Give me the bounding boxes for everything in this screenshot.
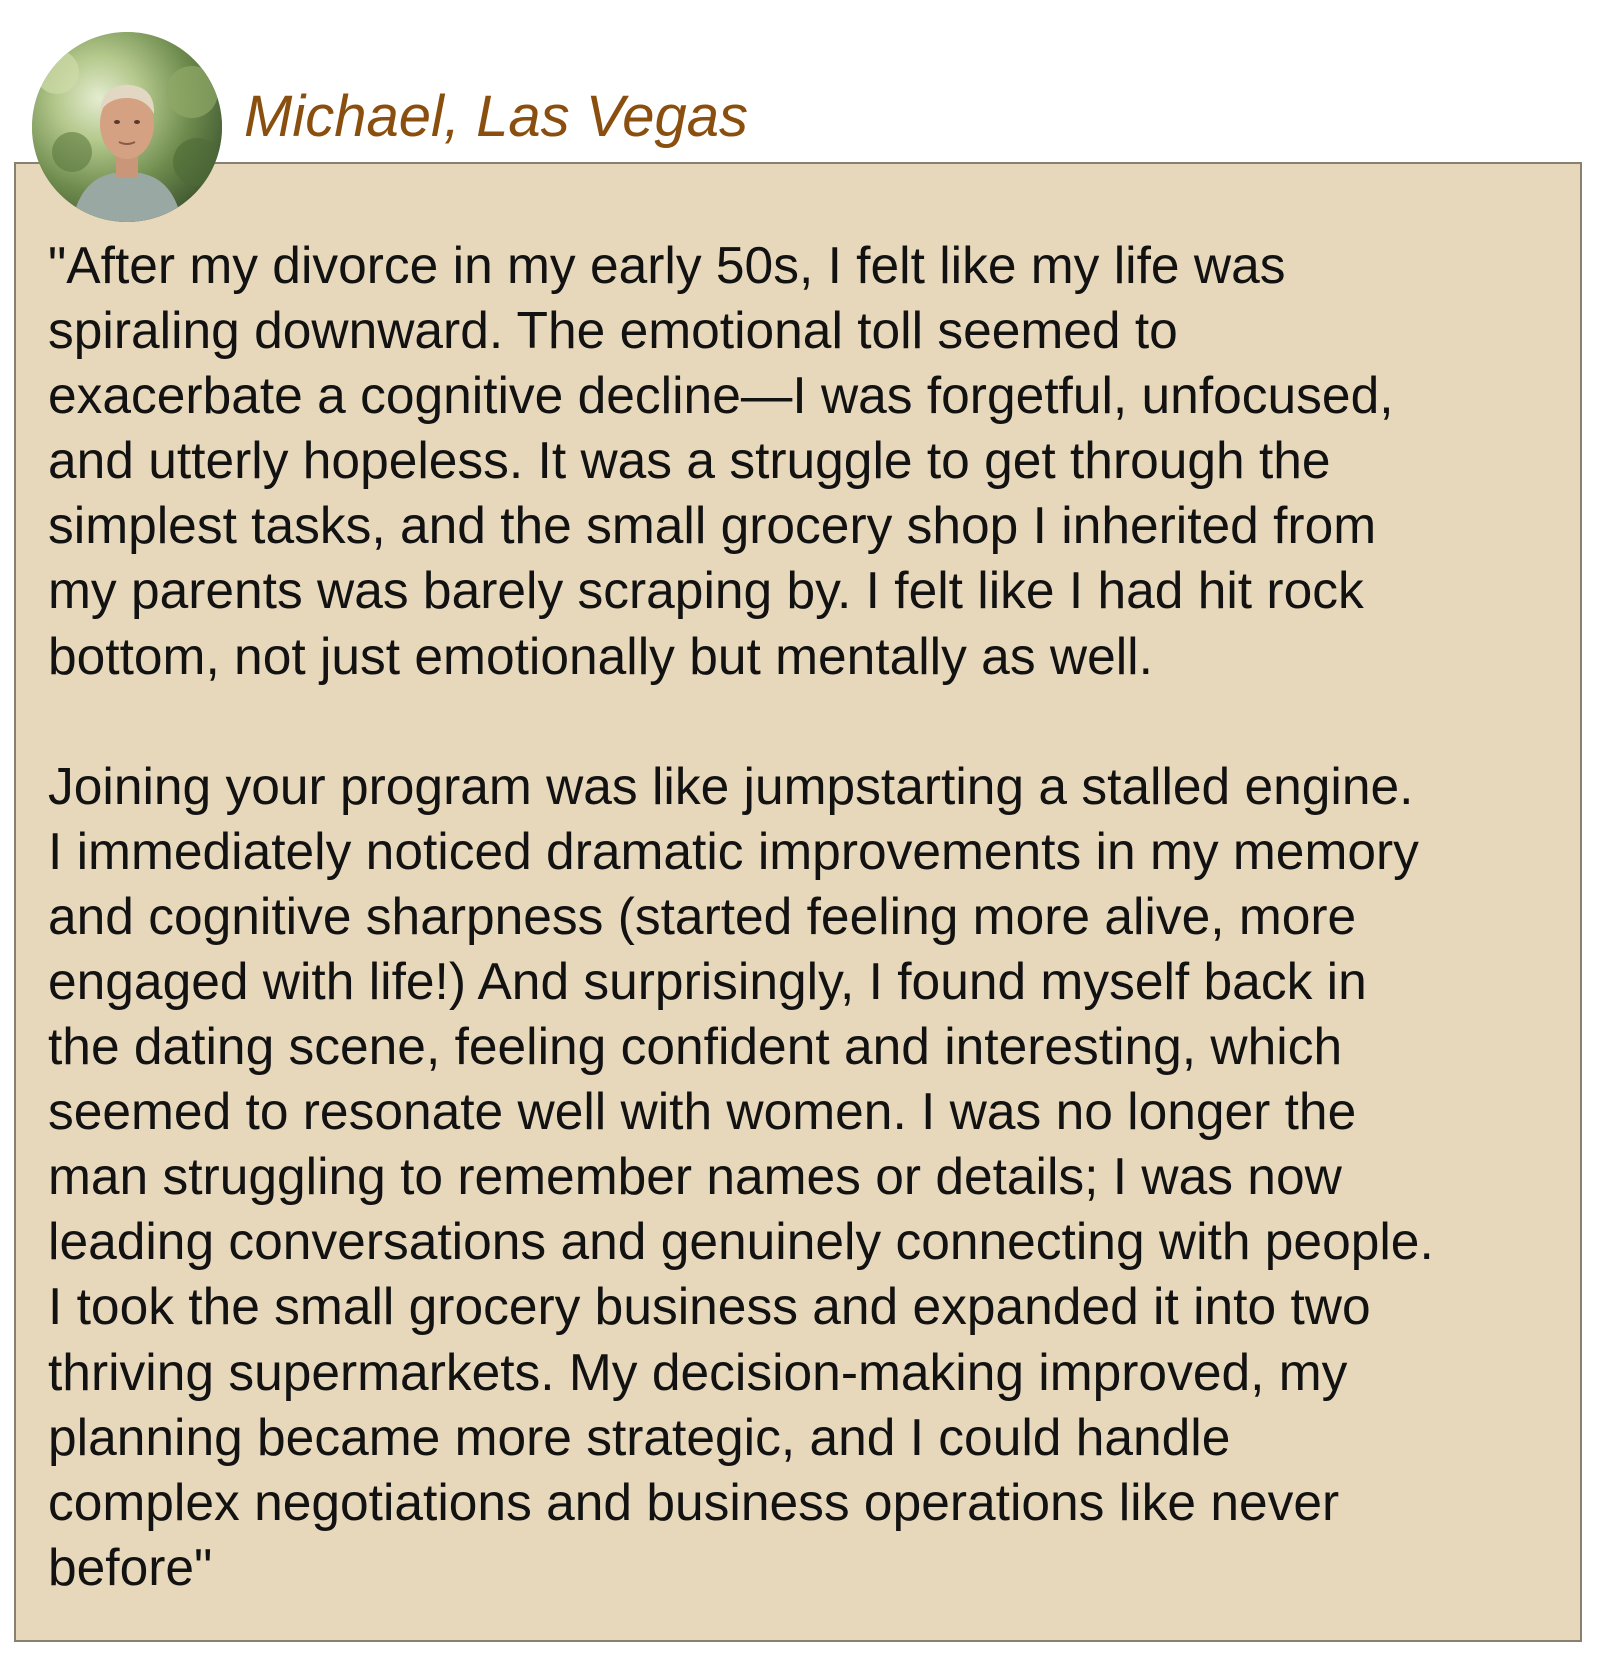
quote-paragraph [48,233,1578,689]
quote-line: Joining your program was like jumpstarting a stalled engine. [48,756,1414,815]
quote-line: "After my divorce in my early 50s, I felt like my life was [48,236,1286,294]
quote-line: before" [48,1537,213,1596]
quote-line: leading conversations and genuinely connecting with people. [48,1212,1434,1271]
quote-line: spiraling downward. The emotional toll seemed to [48,301,1178,360]
testimonial-quote [48,233,1578,1600]
quote-line: simplest tasks, and the small grocery shop I inherited from [48,496,1377,555]
quote-line: bottom, not just emotionally but mentally as well. [48,626,1153,685]
quote-line: and cognitive sharpness (started feeling more alive, more [48,886,1357,945]
quote-line: I immediately noticed dramatic improvements in my memory [48,821,1419,880]
quote-paragraph [48,754,1578,1600]
quote-line: planning became more strategic, and I could handle [48,1407,1231,1466]
quote-line: my parents was barely scraping by. I felt like I had hit rock [48,561,1364,620]
quote-line: the dating scene, feeling confident and interesting, which [48,1017,1343,1076]
quote-line: man struggling to remember names or details; I was now [48,1147,1342,1206]
quote-line: and utterly hopeless. It was a struggle to get through the [48,431,1331,490]
quote-line: exacerbate a cognitive decline—I was forgetful, unfocused, [48,366,1394,425]
quote-line: seemed to resonate well with women. I was no longer the [48,1082,1357,1141]
author-name: Michael, Las Vegas [244,84,749,149]
quote-line: engaged with life!) And surprisingly, I found myself back in [48,951,1367,1010]
person-photo-avatar-icon [32,32,222,222]
author-avatar [32,32,222,222]
quote-line: complex negotiations and business operations like never [48,1472,1340,1531]
quote-line: thriving supermarkets. My decision-making improved, my [48,1342,1348,1401]
quote-line: I took the small grocery business and expanded it into two [48,1277,1371,1336]
